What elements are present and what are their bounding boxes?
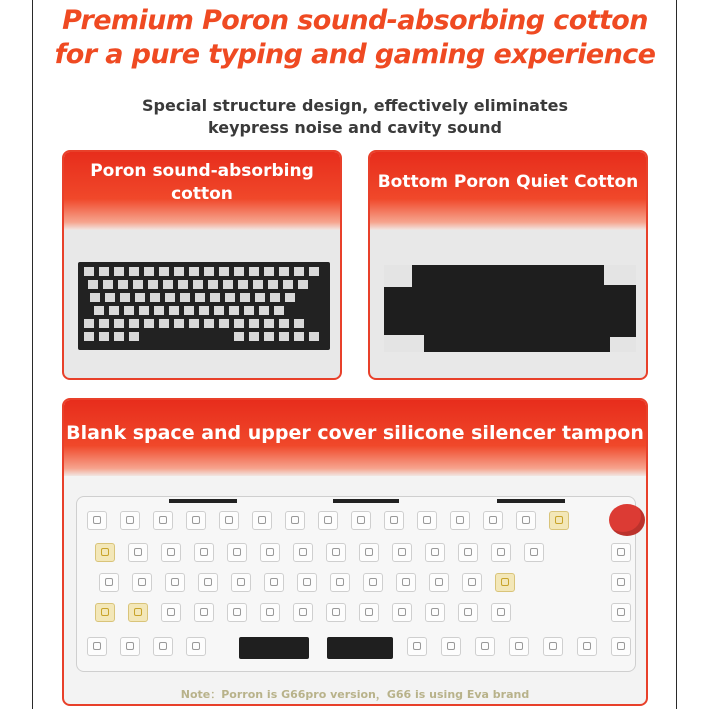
plate-switch-cutout — [163, 280, 173, 289]
keyboard-switch — [458, 543, 478, 562]
plate-switch-cutout — [234, 267, 244, 276]
plate-switch-cutout — [129, 267, 139, 276]
keyboard-switch — [194, 603, 214, 622]
keyboard-switch — [384, 511, 404, 530]
keyboard-switch — [128, 603, 148, 622]
plate-switch-cutout — [99, 319, 109, 328]
keyboard-image — [76, 496, 636, 672]
plate-cotton-label-line-1: Poron sound-absorbing — [90, 161, 314, 181]
plate-cotton-card — [62, 150, 342, 380]
plate-switch-cutout — [114, 332, 124, 341]
plate-switch-cutout — [165, 293, 175, 302]
keyboard-switch — [260, 543, 280, 562]
headline-line-1: Premium Poron sound-absorbing cotton — [62, 5, 648, 36]
keyboard-switch — [165, 573, 185, 592]
plate-switch-cutout — [259, 306, 269, 315]
plate-switch-cutout — [270, 293, 280, 302]
keyboard-switch — [450, 511, 470, 530]
keyboard-switch — [425, 543, 445, 562]
plate-switch-cutout — [109, 306, 119, 315]
plate-cotton-banner — [64, 152, 340, 230]
plate-switch-cutout — [124, 306, 134, 315]
keyboard-switch — [87, 637, 107, 656]
plate-switch-cutout — [238, 280, 248, 289]
plate-switch-cutout — [298, 280, 308, 289]
keyboard-switch — [425, 603, 445, 622]
right-border-line — [676, 0, 677, 709]
keyboard-switch — [458, 603, 478, 622]
subtitle-line-1: Special structure design, effectively eliminates — [142, 96, 568, 115]
keyboard-switch — [611, 603, 631, 622]
plate-switch-cutout — [253, 280, 263, 289]
keyboard-switch — [611, 637, 631, 656]
tampon-banner: Blank space and upper cover silicone silencer tampon — [64, 400, 646, 476]
plate-switch-cutout — [285, 293, 295, 302]
plate-switch-cutout — [309, 332, 319, 341]
plate-switch-cutout — [180, 293, 190, 302]
plate-switch-cutout — [174, 267, 184, 276]
plate-switch-cutout — [118, 280, 128, 289]
plate-switch-cutout — [129, 332, 139, 341]
keyboard-switch — [417, 511, 437, 530]
plate-switch-cutout — [255, 293, 265, 302]
plate-switch-cutout — [234, 319, 244, 328]
keyboard-switch — [549, 511, 569, 530]
keyboard-switch — [441, 637, 461, 656]
keyboard-switch — [326, 543, 346, 562]
keyboard-switch — [475, 637, 495, 656]
plate-switch-cutout — [148, 280, 158, 289]
keyboard-switch — [407, 637, 427, 656]
keyboard-switch — [543, 637, 563, 656]
plate-switch-cutout — [309, 267, 319, 276]
keyboard-switch — [392, 603, 412, 622]
keyboard-switch — [95, 543, 115, 562]
keyboard-switch — [326, 603, 346, 622]
plate-switch-cutout — [159, 319, 169, 328]
plate-switch-cutout — [135, 293, 145, 302]
keyboard-switch — [161, 543, 181, 562]
keyboard-switch — [351, 511, 371, 530]
plate-switch-cutout — [154, 306, 164, 315]
bottom-cotton-cutout — [384, 265, 412, 287]
keyboard-switch — [509, 637, 529, 656]
keyboard-switch — [392, 543, 412, 562]
keyboard-switch — [330, 573, 350, 592]
keyboard-switch — [153, 637, 173, 656]
plate-switch-cutout — [195, 293, 205, 302]
left-border-line — [32, 0, 33, 709]
keyboard-switch — [161, 603, 181, 622]
keyboard-switch — [359, 543, 379, 562]
plate-switch-cutout — [189, 319, 199, 328]
plate-cotton-label-line-2: cotton — [171, 184, 233, 204]
bottom-cotton-card — [368, 150, 648, 380]
plate-switch-cutout — [225, 293, 235, 302]
keyboard-switch — [219, 511, 239, 530]
keyboard-switch — [186, 637, 206, 656]
keyboard-switch — [153, 511, 173, 530]
plate-switch-cutout — [219, 267, 229, 276]
keyboard-switch — [293, 603, 313, 622]
tampon-card — [62, 398, 648, 706]
plate-switch-cutout — [294, 319, 304, 328]
bottom-cotton-cutout — [610, 337, 636, 352]
plate-switch-cutout — [279, 319, 289, 328]
plate-switch-cutout — [193, 280, 203, 289]
plate-switch-cutout — [204, 267, 214, 276]
keyboard-switch — [120, 511, 140, 530]
plate-switch-cutout — [133, 280, 143, 289]
volume-knob — [609, 504, 645, 536]
plate-switch-cutout — [99, 332, 109, 341]
plate-switch-cutout — [90, 293, 100, 302]
keyboard-switch — [132, 573, 152, 592]
keyboard-switch — [285, 511, 305, 530]
keyboard-switch — [359, 603, 379, 622]
subtitle-line-2: keypress noise and cavity sound — [208, 118, 502, 137]
plate-switch-cutout — [189, 267, 199, 276]
plate-switch-cutout — [114, 319, 124, 328]
silencer-strip — [169, 499, 237, 503]
plate-switch-cutout — [294, 267, 304, 276]
keyboard-switch — [95, 603, 115, 622]
plate-switch-cutout — [174, 319, 184, 328]
plate-switch-cutout — [268, 280, 278, 289]
plate-switch-cutout — [219, 319, 229, 328]
bottom-cotton-banner: Bottom Poron Quiet Cotton — [370, 152, 646, 230]
plate-switch-cutout — [264, 319, 274, 328]
plate-switch-cutout — [84, 332, 94, 341]
keyboard-switch — [611, 543, 631, 562]
plate-switch-cutout — [229, 306, 239, 315]
keyboard-switch — [99, 573, 119, 592]
plate-switch-cutout — [178, 280, 188, 289]
plate-switch-cutout — [234, 332, 244, 341]
keyboard-switch — [491, 543, 511, 562]
plate-switch-cutout — [144, 267, 154, 276]
keyboard-switch — [363, 573, 383, 592]
keyboard-switch — [128, 543, 148, 562]
plate-switch-cutout — [144, 319, 154, 328]
plate-switch-cutout — [94, 306, 104, 315]
plate-switch-cutout — [204, 319, 214, 328]
plate-switch-cutout — [223, 280, 233, 289]
plate-switch-cutout — [84, 267, 94, 276]
keyboard-switch — [495, 573, 515, 592]
plate-switch-cutout — [208, 280, 218, 289]
plate-switch-cutout — [249, 267, 259, 276]
silencer-strip — [333, 499, 399, 503]
plate-switch-cutout — [114, 267, 124, 276]
keyboard-switch — [231, 573, 251, 592]
keyboard-switch — [611, 573, 631, 592]
plate-switch-cutout — [264, 267, 274, 276]
plate-switch-cutout — [129, 319, 139, 328]
plate-switch-cutout — [210, 293, 220, 302]
keyboard-switch — [186, 511, 206, 530]
plate-switch-cutout — [105, 293, 115, 302]
keyboard-switch — [194, 543, 214, 562]
keyboard-switch — [483, 511, 503, 530]
keyboard-switch — [396, 573, 416, 592]
silencer-strip — [497, 499, 565, 503]
plate-switch-cutout — [283, 280, 293, 289]
plate-switch-cutout — [199, 306, 209, 315]
plate-switch-cutout — [249, 332, 259, 341]
plate-switch-cutout — [103, 280, 113, 289]
plate-switch-cutout — [120, 293, 130, 302]
spacebar-silencer-right — [327, 637, 393, 659]
keyboard-switch — [260, 603, 280, 622]
bottom-cotton-cutout — [384, 335, 424, 352]
plate-switch-cutout — [99, 267, 109, 276]
plate-switch-cutout — [150, 293, 160, 302]
plate-switch-cutout — [84, 319, 94, 328]
plate-switch-cutout — [159, 267, 169, 276]
headline-line-2: for a pure typing and gaming experience — [54, 39, 656, 70]
plate-switch-cutout — [294, 332, 304, 341]
keyboard-switch — [297, 573, 317, 592]
keyboard-switch — [577, 637, 597, 656]
keyboard-switch — [87, 511, 107, 530]
plate-switch-cutout — [139, 306, 149, 315]
plate-switch-cutout — [240, 293, 250, 302]
spacebar-silencer-left — [239, 637, 309, 659]
keyboard-switch — [264, 573, 284, 592]
bottom-cotton-image — [384, 265, 636, 352]
plate-cotton-image — [78, 262, 330, 350]
plate-switch-cutout — [214, 306, 224, 315]
keyboard-switch — [491, 603, 511, 622]
plate-switch-cutout — [169, 306, 179, 315]
keyboard-switch — [516, 511, 536, 530]
keyboard-switch — [227, 543, 247, 562]
keyboard-switch — [198, 573, 218, 592]
plate-switch-cutout — [244, 306, 254, 315]
keyboard-switch — [252, 511, 272, 530]
keyboard-switch — [318, 511, 338, 530]
keyboard-switch — [293, 543, 313, 562]
keyboard-switch — [227, 603, 247, 622]
keyboard-switch — [120, 637, 140, 656]
plate-switch-cutout — [279, 267, 289, 276]
plate-switch-cutout — [274, 306, 284, 315]
version-note: Note：Porron is G66pro version，G66 is using Eva brand — [180, 688, 530, 701]
keyboard-switch — [462, 573, 482, 592]
plate-switch-cutout — [279, 332, 289, 341]
bottom-cotton-cutout — [604, 265, 636, 285]
plate-switch-cutout — [88, 280, 98, 289]
plate-switch-cutout — [264, 332, 274, 341]
keyboard-switch — [429, 573, 449, 592]
keyboard-switch — [524, 543, 544, 562]
plate-switch-cutout — [249, 319, 259, 328]
plate-switch-cutout — [184, 306, 194, 315]
